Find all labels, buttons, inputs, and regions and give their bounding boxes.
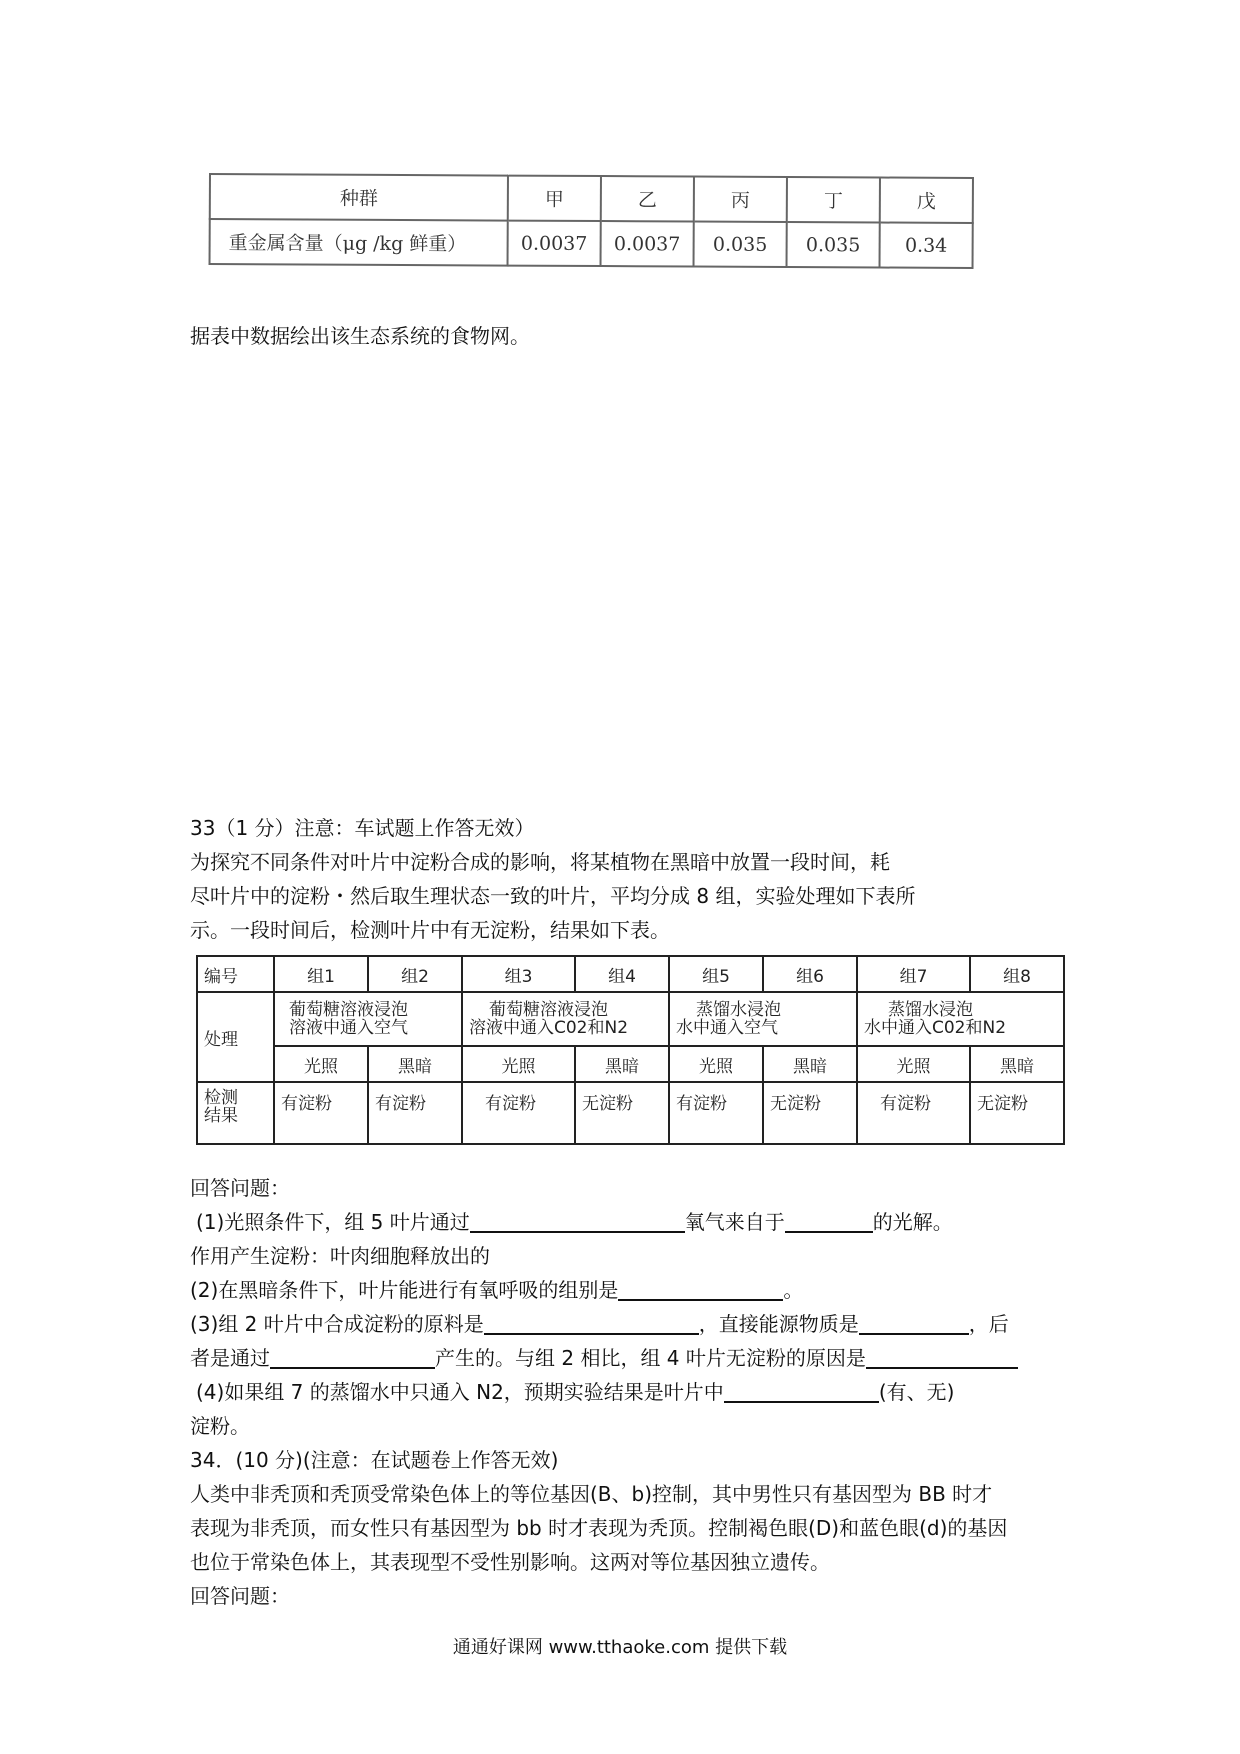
q33-question-2 xyxy=(190,1274,803,1303)
light-cell: 黑暗 xyxy=(575,1046,669,1082)
result-cell: 有淀粉 xyxy=(368,1082,462,1144)
result-cell: 有淀粉 xyxy=(669,1082,763,1144)
value-cell: 0.0037 xyxy=(508,221,601,266)
result-cell: 无淀粉 xyxy=(763,1082,857,1144)
group-cell: 组3 xyxy=(462,956,575,992)
treatment-line: 水中通入空气 xyxy=(676,1018,778,1038)
treatment-line: 蒸馏水浸泡 xyxy=(696,1000,781,1020)
label-cell xyxy=(197,1082,274,1144)
question-text: 。 xyxy=(783,1278,804,1302)
answer-heading: 回答问题： xyxy=(190,1176,290,1200)
q33-question-3 xyxy=(190,1308,1009,1337)
species-cell: 丙 xyxy=(694,177,787,222)
treatment-line: 溶液中通入C02和N2 xyxy=(469,1018,629,1038)
table-row xyxy=(210,219,973,268)
table-row xyxy=(197,1082,1064,1144)
q33-question-3-line2 xyxy=(190,1342,1018,1371)
species-cell: 戊 xyxy=(880,178,973,223)
q33-intro-line: 示。一段时间后，检测叶片中有无淀粉，结果如下表。 xyxy=(190,918,670,942)
result-cell: 有淀粉 xyxy=(274,1082,368,1144)
heavy-metal-table xyxy=(209,173,974,269)
value-cell: 0.34 xyxy=(880,223,973,268)
result-cell: 无淀粉 xyxy=(970,1082,1064,1144)
table-row xyxy=(197,992,1064,1046)
q33-question-4-line2: 淀粉。 xyxy=(190,1414,250,1438)
value-cell: 0.0037 xyxy=(601,221,694,266)
q33-intro-line: 为探究不同条件对叶片中淀粉合成的影响，将某植物在黑暗中放置一段时间，耗 xyxy=(190,850,890,874)
result-cell: 无淀粉 xyxy=(575,1082,669,1144)
q34-heading: 34．(10 分)(注意：在试题卷上作答无效) xyxy=(190,1448,559,1472)
group-cell: 组5 xyxy=(669,956,763,992)
experiment-table xyxy=(196,955,1065,1145)
group-cell: 组6 xyxy=(763,956,857,992)
question-text: (1)光照条件下，组 5 叶片通过 xyxy=(196,1210,470,1234)
question-text: (3)组 2 叶片中合成淀粉的原料是 xyxy=(190,1312,484,1336)
table-row xyxy=(197,956,1064,992)
treatment-cell xyxy=(462,992,669,1046)
question-text: (4)如果组 7 的蒸馏水中只通入 N2，预期实验结果是叶片中 xyxy=(196,1380,724,1404)
group-cell: 组4 xyxy=(575,956,669,992)
question-text: (有、无) xyxy=(878,1380,955,1404)
question-text: 的光解。 xyxy=(872,1210,953,1234)
treatment-line: 葡萄糖溶液浸泡 xyxy=(289,1000,408,1020)
table-row xyxy=(197,1046,1064,1082)
question-text: (2)在黑暗条件下，叶片能进行有氧呼吸的组别是 xyxy=(190,1278,619,1302)
answer-blank[interactable] xyxy=(859,1311,969,1335)
light-cell: 光照 xyxy=(669,1046,763,1082)
light-cell: 黑暗 xyxy=(970,1046,1064,1082)
q34-line: 表现为非秃顶，而女性只有基因型为 bb 时才表现为秃顶。控制褐色眼(D)和蓝色眼(d)的基因 xyxy=(190,1516,1008,1540)
answer-blank[interactable] xyxy=(484,1311,699,1335)
result-cell: 有淀粉 xyxy=(857,1082,970,1144)
group-cell: 组8 xyxy=(970,956,1064,992)
table-header-label: 种群 xyxy=(210,174,508,221)
q33-question-1 xyxy=(196,1206,953,1235)
light-cell: 黑暗 xyxy=(763,1046,857,1082)
answer-blank[interactable] xyxy=(618,1277,783,1301)
treatment-cell xyxy=(857,992,1064,1046)
species-cell: 丁 xyxy=(787,177,880,222)
question-text: ，直接能源物质是 xyxy=(698,1312,859,1336)
question-text: ，后 xyxy=(968,1312,1009,1336)
light-cell: 光照 xyxy=(274,1046,368,1082)
answer-blank[interactable] xyxy=(270,1345,435,1369)
group-cell: 组2 xyxy=(368,956,462,992)
species-cell: 甲 xyxy=(508,176,601,221)
q33-question-4 xyxy=(196,1376,954,1405)
q33-question-1-line2: 作用产生淀粉：叶肉细胞释放出的 xyxy=(190,1244,490,1268)
group-cell: 组1 xyxy=(274,956,368,992)
answer-blank[interactable] xyxy=(785,1209,873,1233)
q34-answer-heading: 回答问题： xyxy=(190,1584,290,1608)
treatment-line: 蒸馏水浸泡 xyxy=(888,1000,973,1020)
result-cell: 有淀粉 xyxy=(462,1082,575,1144)
answer-blank[interactable] xyxy=(866,1345,1018,1369)
page-footer: 通通好课网 www.tthaoke.com 提供下载 xyxy=(452,1637,788,1658)
group-cell: 组7 xyxy=(857,956,970,992)
label-cell: 处理 xyxy=(197,992,274,1082)
result-label-line: 结果 xyxy=(204,1106,238,1126)
result-label-line: 检测 xyxy=(204,1088,238,1108)
q34-line: 也位于常染色体上，其表现型不受性别影响。这两对等位基因独立遗传。 xyxy=(190,1550,830,1574)
answer-blank[interactable] xyxy=(724,1379,879,1403)
label-cell: 编号 xyxy=(197,956,274,992)
treatment-cell xyxy=(274,992,462,1046)
question-text: 者是通过 xyxy=(190,1346,270,1370)
q32-instruction: 据表中数据绘出该生态系统的食物网。 xyxy=(190,324,530,348)
light-cell: 光照 xyxy=(857,1046,970,1082)
q34-line: 人类中非秃顶和秃顶受常染色体上的等位基因(B、b)控制，其中男性只有基因型为 BB 时才 xyxy=(190,1482,993,1506)
value-cell: 0.035 xyxy=(694,222,787,267)
treatment-line: 溶液中通入空气 xyxy=(289,1018,408,1038)
q33-intro-line: 尽叶片中的淀粉・然后取生理状态一致的叶片，平均分成 8 组，实验处理如下表所 xyxy=(190,884,916,908)
question-text: 产生的。与组 2 相比，组 4 叶片无淀粉的原因是 xyxy=(435,1346,866,1370)
light-cell: 黑暗 xyxy=(368,1046,462,1082)
answer-blank[interactable] xyxy=(470,1209,685,1233)
treatment-line: 水中通入C02和N2 xyxy=(864,1018,1007,1038)
treatment-cell xyxy=(669,992,857,1046)
light-cell: 光照 xyxy=(462,1046,575,1082)
species-cell: 乙 xyxy=(601,176,694,221)
table-row-label: 重金属含量（μg /kg 鲜重） xyxy=(210,219,508,266)
question-text: 氧气来自于 xyxy=(684,1210,785,1234)
q33-heading: 33（1 分）注意：车试题上作答无效） xyxy=(190,816,535,840)
table-row xyxy=(210,174,973,223)
value-cell: 0.035 xyxy=(787,222,880,267)
treatment-line: 葡萄糖溶液浸泡 xyxy=(489,1000,608,1020)
